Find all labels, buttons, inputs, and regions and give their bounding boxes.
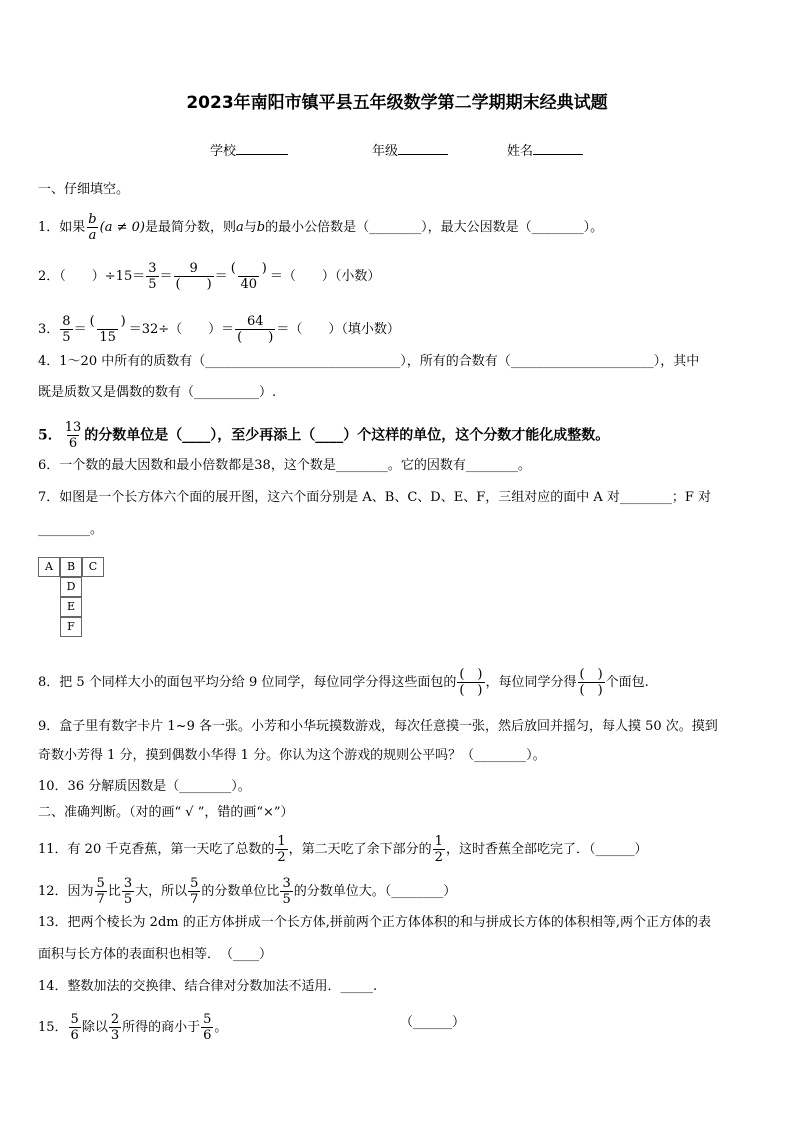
question-9-line-2: 奇数小芳得 1 分，摸到偶数小华得 1 分。你认为这个游戏的规则公平吗？（________）。 [38, 748, 546, 763]
face-d: D [60, 577, 82, 597]
question-14: 14．整数加法的交换律、结合律对分数加法不适用．_____. [38, 979, 378, 994]
face-b: B [60, 557, 82, 577]
section-2-heading: 二、准确判断。（对的画“ √ ”，错的画“×”） [38, 805, 294, 820]
question-3: 3． $\frac{8}{5}$ ＝ $\frac{( )}{15}$ ＝32÷（ ）＝ $\frac{64}{( )}$ ＝（ ）（填小数） [38, 314, 400, 345]
question-8: 8．把 5 个同样大小的面包平均分给 9 位同学，每位同学分得这些面包的 $\frac{( )}{( )}$ ，每位同学分得 $\frac{( )}{( )}$ 个面包. [38, 667, 649, 698]
question-2: 2．（ ）÷15＝ $\frac{3}{5}$ ＝ $\frac{9}{( )}$ ＝ $\frac{( )}{40}$ ＝（ ）（小数） [38, 261, 381, 292]
question-7-line-1: 7．如图是一个长方体六个面的展开图，这六个面分别是 A、B、C、D、E、F，三组对应的面中 A 对________；F 对 [38, 490, 712, 505]
grade-field[interactable]: 年级 [372, 140, 448, 159]
question-1: 1．如果 $\frac{b}{a}$ (a ≠ 0)是最简分数，则a与b的最小公倍数是（________），最大公因数是（________）。 [38, 212, 604, 243]
exam-title: 2023年南阳市镇平县五年级数学第二学期期末经典试题 [186, 93, 608, 113]
question-4-line-2: 既是质数又是偶数的数有（__________）. [38, 385, 277, 400]
face-c: C [82, 557, 104, 577]
question-6: 6．一个数的最大因数和最小倍数都是38，这个数是________。它的因数有________。 [38, 458, 531, 473]
question-15: 15． $\frac{5}{6}$ 除以 $\frac{2}{3}$ 所得的商小于 $\frac{5}{6}$ 。 [38, 1012, 228, 1043]
question-7-line-2: ________。 [38, 522, 104, 537]
question-5: 5． $\frac{13}{6}$ 的分数单位是（____），至少再添上（____）个这样的单位，这个分数才能化成整数。 [38, 420, 610, 451]
section-1-heading: 一、仔细填空。 [38, 182, 130, 197]
name-field[interactable]: 姓名 [507, 140, 583, 159]
question-4-line-1: 4．1～20 中所有的质数有（______________________________），所有的合数有（______________________），其中 [38, 354, 700, 369]
school-field[interactable]: 学校 [210, 140, 288, 159]
question-10: 10．36 分解质因数是（________）。 [38, 779, 251, 794]
face-f: F [60, 617, 82, 637]
face-a: A [38, 557, 60, 577]
question-13-line-1: 13．把两个棱长为 2dm 的正方体拼成一个长方体,拼前两个正方体体积的和与拼成长方体的体积相等,两个正方体的表 [38, 915, 711, 930]
question-13-line-2: 面积与长方体的表面积也相等． （____） [38, 947, 273, 962]
face-e: E [60, 597, 82, 617]
question-15-answer-blank[interactable]: （______） [400, 1015, 466, 1030]
question-11: 11．有 20 千克香蕉，第一天吃了总数的 $\frac{1}{2}$ ，第二天吃了余下部分的 $\frac{1}{2}$ ，这时香蕉全部吃完了．（______） [38, 834, 648, 865]
question-9-line-1: 9．盒子里有数字卡片 1~9 各一张。小芳和小华玩摸数游戏，每次任意摸一张，然后放回并摇匀，每人摸 50 次。摸到 [38, 719, 718, 734]
question-12: 12．因为 $\frac{5}{7}$ 比 $\frac{3}{5}$ 大，所以 $\frac{5}{7}$ 的分数单位比 $\frac{3}{5}$ 的分数单位大。（________） [38, 876, 457, 907]
